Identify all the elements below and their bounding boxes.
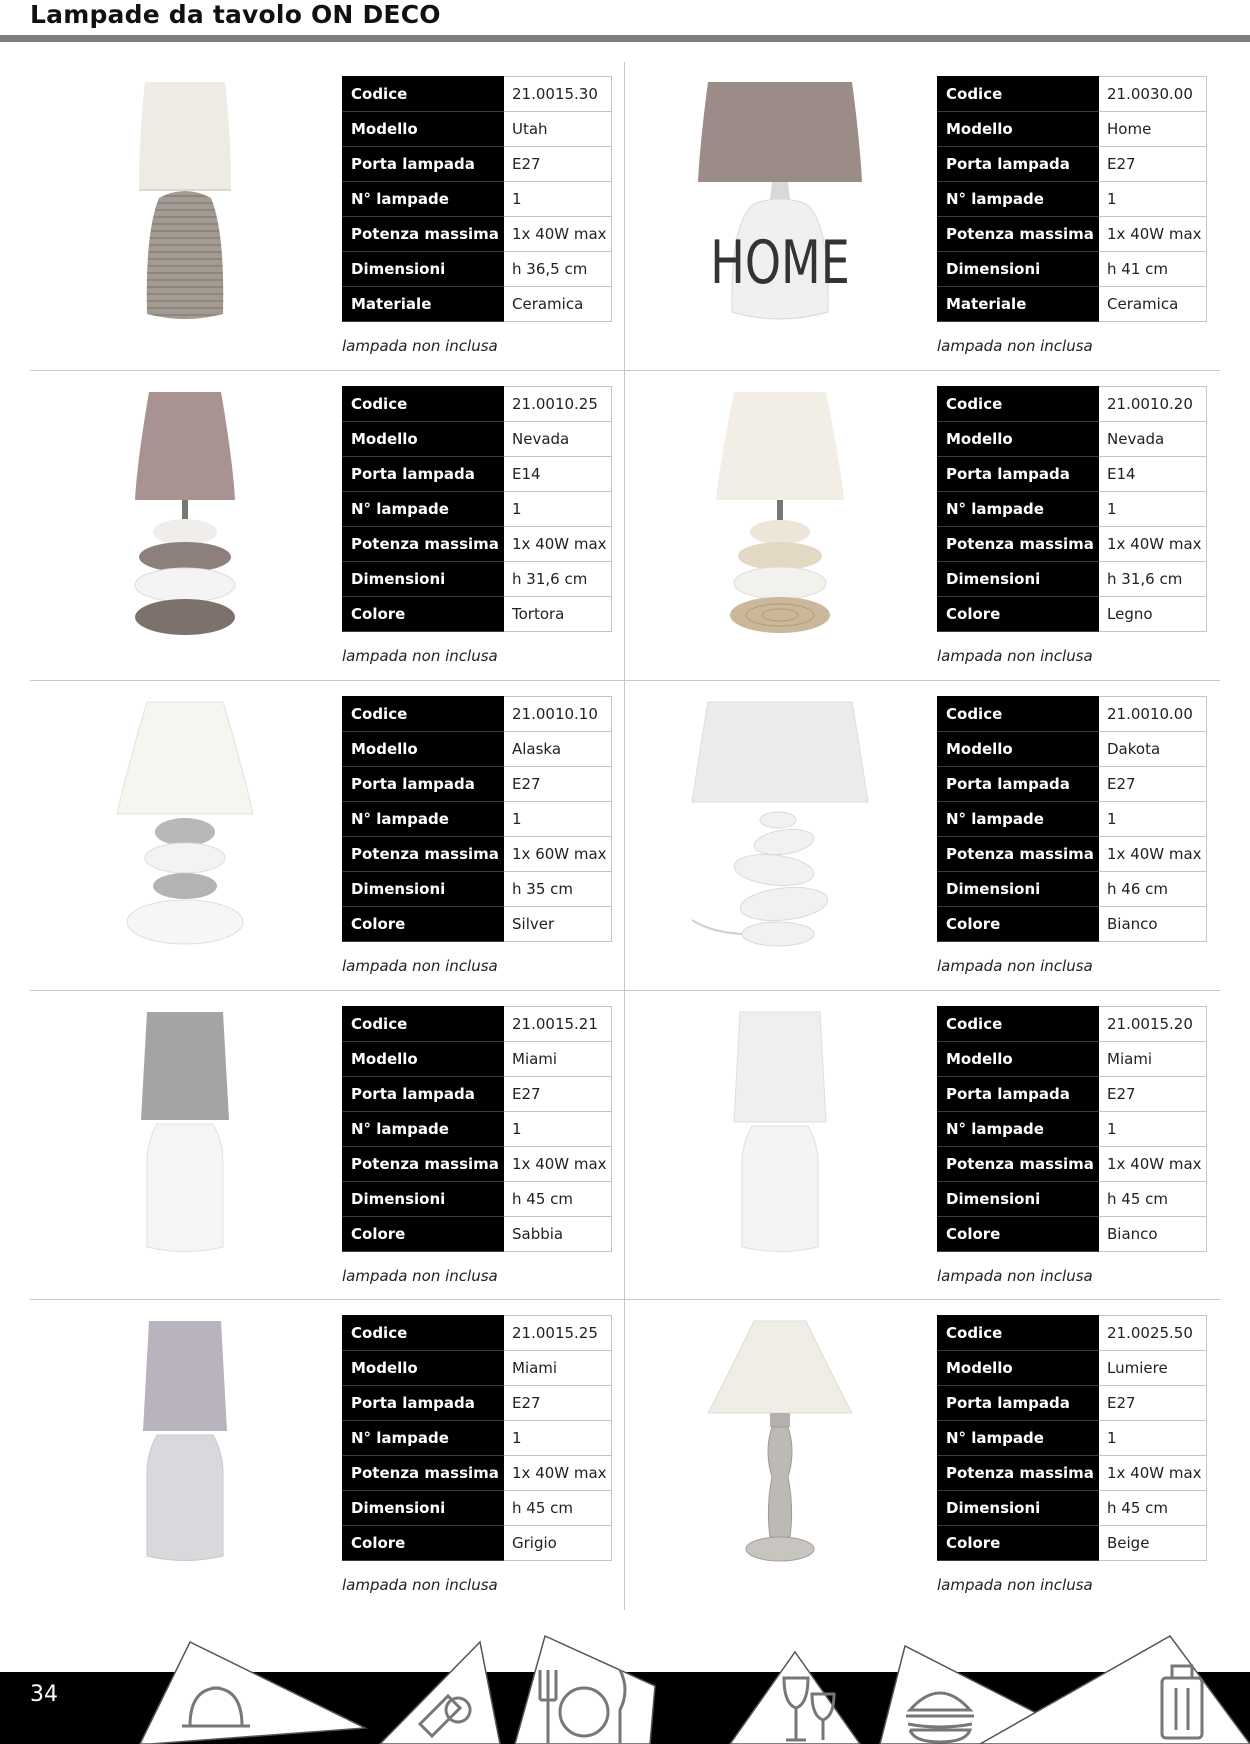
spec-label: N° lampade: [343, 1112, 504, 1147]
lamp-image-nevada-tortora: [85, 372, 285, 647]
spec-label: Potenza massima: [343, 527, 504, 562]
product-card: [625, 992, 1202, 1292]
spec-code: 21.0025.50: [1099, 1316, 1207, 1351]
spec-size: h 45 cm: [504, 1491, 612, 1526]
spec-label: Colore: [343, 597, 504, 632]
spec-power: 1x 40W max: [504, 217, 612, 252]
spec-label: N° lampade: [343, 492, 504, 527]
spec-label: Dimensioni: [938, 1182, 1099, 1217]
spec-label: Porta lampada: [938, 457, 1099, 492]
spec-table: [937, 696, 1207, 942]
spec-label: Codice: [938, 387, 1099, 422]
lamp-image-lumiere: [680, 1301, 880, 1576]
spec-power: 1x 40W max: [504, 1147, 612, 1182]
spec-size: h 31,6 cm: [1099, 562, 1207, 597]
row-divider: [30, 680, 1220, 681]
spec-table: [937, 1006, 1207, 1252]
spec-label: Modello: [343, 422, 504, 457]
spec-color: Bianco: [1099, 907, 1207, 942]
spec-socket: E27: [1099, 1077, 1207, 1112]
spec-label: Colore: [343, 1526, 504, 1561]
lamp-image-alaska: [85, 682, 285, 957]
product-card: [625, 682, 1202, 982]
lamp-image-dakota: [680, 682, 880, 957]
row-divider: [30, 370, 1220, 371]
spec-bulbs: 1: [1099, 1112, 1207, 1147]
spec-color: Legno: [1099, 597, 1207, 632]
spec-label: Dimensioni: [938, 252, 1099, 287]
spec-code: 21.0010.10: [504, 697, 612, 732]
spec-code: 21.0030.00: [1099, 77, 1207, 112]
row-divider: [30, 990, 1220, 991]
spec-color: Sabbia: [504, 1217, 612, 1252]
spec-model: Dakota: [1099, 732, 1207, 767]
spec-label: N° lampade: [343, 1421, 504, 1456]
product-card: [625, 1301, 1202, 1601]
product-card: [625, 372, 1202, 672]
spec-socket: E27: [504, 147, 612, 182]
spec-bulbs: 1: [1099, 182, 1207, 217]
spec-power: 1x 40W max: [504, 1456, 612, 1491]
spec-label: Modello: [938, 422, 1099, 457]
spec-label: Materiale: [343, 287, 504, 322]
spec-power: 1x 40W max: [1099, 1147, 1207, 1182]
spec-label: Codice: [938, 697, 1099, 732]
service-bell-icon: [140, 1642, 365, 1744]
lamp-image-miami-grigio: [85, 1301, 285, 1576]
spec-socket: E27: [504, 1077, 612, 1112]
lamp-image-miami-bianco: [680, 992, 880, 1267]
spec-label: Modello: [938, 112, 1099, 147]
spec-label: Porta lampada: [343, 767, 504, 802]
spec-label: Porta lampada: [343, 1077, 504, 1112]
spec-model: Utah: [504, 112, 612, 147]
bulb-not-included-note: lampada non inclusa: [342, 647, 498, 665]
spec-label: Materiale: [938, 287, 1099, 322]
spec-label: N° lampade: [938, 802, 1099, 837]
cutlery-icon: [515, 1636, 655, 1744]
spec-label: Colore: [938, 597, 1099, 632]
spec-bulbs: 1: [504, 492, 612, 527]
spec-code: 21.0015.25: [504, 1316, 612, 1351]
spec-size: h 35 cm: [504, 872, 612, 907]
spec-label: Dimensioni: [938, 872, 1099, 907]
spec-socket: E27: [504, 1386, 612, 1421]
spec-label: Porta lampada: [343, 147, 504, 182]
footer: [0, 1630, 1250, 1744]
product-card: [625, 62, 1202, 362]
spec-label: Modello: [343, 1351, 504, 1386]
bulb-not-included-note: lampada non inclusa: [342, 957, 498, 975]
spec-label: Modello: [938, 1042, 1099, 1077]
spec-label: Potenza massima: [343, 217, 504, 252]
bulb-not-included-note: lampada non inclusa: [937, 1576, 1093, 1594]
spec-model: Alaska: [504, 732, 612, 767]
spec-bulbs: 1: [504, 182, 612, 217]
row-divider: [30, 1299, 1220, 1300]
spec-label: Dimensioni: [343, 872, 504, 907]
spec-label: Codice: [343, 697, 504, 732]
bulb-not-included-note: lampada non inclusa: [937, 1267, 1093, 1285]
spec-label: Potenza massima: [343, 1147, 504, 1182]
spec-label: Dimensioni: [938, 1491, 1099, 1526]
spec-size: h 45 cm: [1099, 1182, 1207, 1217]
spec-model: Home: [1099, 112, 1207, 147]
spec-color: Beige: [1099, 1526, 1207, 1561]
spec-power: 1x 60W max: [504, 837, 612, 872]
spec-label: N° lampade: [343, 802, 504, 837]
product-card: [30, 62, 607, 362]
spec-color: Silver: [504, 907, 612, 942]
spec-power: 1x 40W max: [1099, 527, 1207, 562]
spec-bulbs: 1: [504, 802, 612, 837]
bulb-not-included-note: lampada non inclusa: [937, 957, 1093, 975]
product-card: [30, 992, 607, 1292]
spec-label: Modello: [343, 1042, 504, 1077]
spec-power: 1x 40W max: [504, 527, 612, 562]
spec-label: Potenza massima: [938, 527, 1099, 562]
spec-label: N° lampade: [938, 1112, 1099, 1147]
spec-size: h 41 cm: [1099, 252, 1207, 287]
lamp-image-nevada-legno: [680, 372, 880, 647]
spec-bulbs: 1: [1099, 802, 1207, 837]
spec-label: Modello: [343, 112, 504, 147]
spec-label: Codice: [938, 77, 1099, 112]
spec-label: Modello: [343, 732, 504, 767]
spec-bulbs: 1: [504, 1421, 612, 1456]
page-title: Lampade da tavolo ON DECO: [30, 0, 441, 29]
spec-label: Dimensioni: [938, 562, 1099, 597]
page-number: 34: [30, 1682, 58, 1707]
spec-label: Colore: [938, 1526, 1099, 1561]
spec-label: Colore: [343, 1217, 504, 1252]
spec-socket: E27: [504, 767, 612, 802]
spec-label: Modello: [938, 1351, 1099, 1386]
spec-socket: E14: [504, 457, 612, 492]
vase-home-text: HOME: [710, 226, 850, 298]
spec-table: [342, 76, 612, 322]
bulb-not-included-note: lampada non inclusa: [342, 1267, 498, 1285]
spec-bulbs: 1: [1099, 492, 1207, 527]
spec-label: N° lampade: [343, 182, 504, 217]
spec-label: Colore: [938, 1217, 1099, 1252]
spec-socket: E27: [1099, 147, 1207, 182]
spec-model: Miami: [1099, 1042, 1207, 1077]
spec-code: 21.0010.20: [1099, 387, 1207, 422]
spec-label: Potenza massima: [343, 1456, 504, 1491]
spec-label: Porta lampada: [343, 457, 504, 492]
spec-label: Porta lampada: [938, 767, 1099, 802]
spec-bulbs: 1: [504, 1112, 612, 1147]
spec-model: Miami: [504, 1042, 612, 1077]
spec-label: Potenza massima: [938, 1147, 1099, 1182]
bulb-not-included-note: lampada non inclusa: [342, 1576, 498, 1594]
spec-color: Tortora: [504, 597, 612, 632]
lamp-image-utah: [85, 62, 285, 337]
spec-label: Dimensioni: [343, 562, 504, 597]
bulb-not-included-note: lampada non inclusa: [937, 647, 1093, 665]
spec-table: [937, 1315, 1207, 1561]
spec-table: [342, 1315, 612, 1561]
spec-label: N° lampade: [938, 1421, 1099, 1456]
title-rule: [0, 35, 1250, 42]
bulb-not-included-note: lampada non inclusa: [342, 337, 498, 355]
spec-size: h 31,6 cm: [504, 562, 612, 597]
spec-power: 1x 40W max: [1099, 217, 1207, 252]
spec-color: Grigio: [504, 1526, 612, 1561]
spec-model: Miami: [504, 1351, 612, 1386]
spec-label: Codice: [938, 1007, 1099, 1042]
spec-code: 21.0015.30: [504, 77, 612, 112]
spec-table: [937, 386, 1207, 632]
spec-label: Potenza massima: [938, 217, 1099, 252]
spec-label: Codice: [343, 77, 504, 112]
spec-socket: E27: [1099, 767, 1207, 802]
bulb-not-included-note: lampada non inclusa: [937, 337, 1093, 355]
spec-label: Colore: [938, 907, 1099, 942]
spec-color: Bianco: [1099, 1217, 1207, 1252]
spec-label: Dimensioni: [343, 252, 504, 287]
footer-icons: [0, 1630, 1250, 1744]
spec-table: [937, 76, 1207, 322]
spec-label: Codice: [343, 1316, 504, 1351]
spec-label: Colore: [343, 907, 504, 942]
spec-code: 21.0010.00: [1099, 697, 1207, 732]
lamp-image-miami-sabbia: [85, 992, 285, 1267]
spec-label: Codice: [343, 387, 504, 422]
spec-model: Nevada: [1099, 422, 1207, 457]
spec-size: h 46 cm: [1099, 872, 1207, 907]
spec-size: h 36,5 cm: [504, 252, 612, 287]
spec-code: 21.0015.20: [1099, 1007, 1207, 1042]
spec-bulbs: 1: [1099, 1421, 1207, 1456]
spec-label: Porta lampada: [938, 1386, 1099, 1421]
spec-power: 1x 40W max: [1099, 837, 1207, 872]
spec-label: Porta lampada: [343, 1386, 504, 1421]
spec-size: h 45 cm: [1099, 1491, 1207, 1526]
spec-size: h 45 cm: [504, 1182, 612, 1217]
product-card: [30, 1301, 607, 1601]
spec-label: Potenza massima: [343, 837, 504, 872]
spec-model: Lumiere: [1099, 1351, 1207, 1386]
product-card: [30, 372, 607, 672]
spec-socket: E27: [1099, 1386, 1207, 1421]
spec-label: N° lampade: [938, 492, 1099, 527]
spec-table: [342, 386, 612, 632]
spec-label: Codice: [938, 1316, 1099, 1351]
spec-label: Modello: [938, 732, 1099, 767]
product-card: [30, 682, 607, 982]
spec-model: Nevada: [504, 422, 612, 457]
luggage-icon: [980, 1636, 1250, 1744]
spec-table: [342, 696, 612, 942]
spec-label: Dimensioni: [343, 1182, 504, 1217]
spec-power: 1x 40W max: [1099, 1456, 1207, 1491]
lamp-image-home: [680, 62, 880, 337]
spec-table: [342, 1006, 612, 1252]
hotel-key-icon: [380, 1642, 500, 1744]
spec-label: Potenza massima: [938, 837, 1099, 872]
wine-glasses-icon: [730, 1652, 860, 1744]
spec-label: Potenza massima: [938, 1456, 1099, 1491]
spec-socket: E14: [1099, 457, 1207, 492]
spec-material: Ceramica: [1099, 287, 1207, 322]
spec-label: Porta lampada: [938, 147, 1099, 182]
spec-code: 21.0015.21: [504, 1007, 612, 1042]
spec-material: Ceramica: [504, 287, 612, 322]
spec-label: Dimensioni: [343, 1491, 504, 1526]
spec-label: Codice: [343, 1007, 504, 1042]
spec-label: N° lampade: [938, 182, 1099, 217]
spec-label: Porta lampada: [938, 1077, 1099, 1112]
spec-code: 21.0010.25: [504, 387, 612, 422]
